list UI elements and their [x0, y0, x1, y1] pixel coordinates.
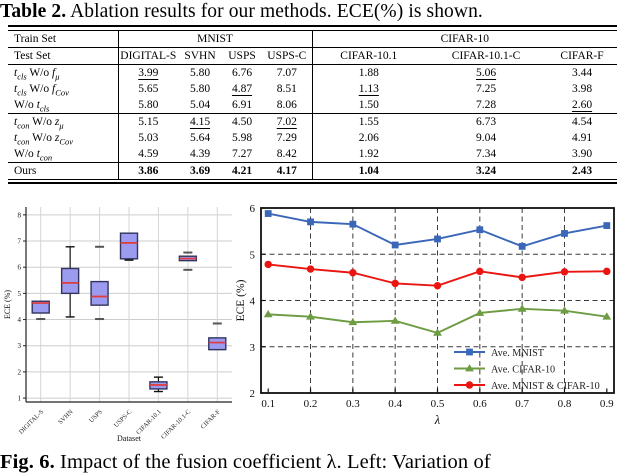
table-cell: 3.99: [118, 64, 178, 81]
table-cell: CIFAR-10.1: [312, 47, 425, 64]
table-cell: $t_{con}$ W/o $z_{Cov}$: [14, 131, 74, 146]
table-cell: 2.43: [571, 164, 593, 177]
svg-text:Ave. CIFAR-10: Ave. CIFAR-10: [491, 364, 556, 376]
svg-text:6: 6: [249, 203, 255, 215]
table-cell: $t_{cls}$ W/o $f_{Cov}$: [14, 82, 69, 97]
table-cell: 1.88: [312, 64, 425, 81]
svg-text:6: 6: [17, 263, 21, 272]
table-cell: 5.80: [189, 66, 211, 79]
table-cell: 5.64: [189, 131, 211, 144]
svg-text:0.6: 0.6: [472, 398, 487, 410]
table-cell: SVHN: [178, 47, 222, 64]
svg-text:4: 4: [17, 316, 21, 325]
table-cell: 6.91: [222, 97, 262, 114]
legend-entry: [454, 364, 555, 375]
table-row: [8, 146, 617, 163]
table-cell: 8.06: [262, 97, 312, 114]
table-cell: 4.39: [178, 146, 222, 163]
table-row: [8, 130, 617, 146]
svg-text:0.4: 0.4: [388, 398, 403, 410]
table-cell: 7.25: [475, 82, 497, 95]
table-cell: 5.15: [118, 113, 178, 130]
train-set-row: [8, 31, 617, 48]
svg-text:USPS: USPS: [88, 408, 104, 425]
figure-caption: [0, 451, 640, 474]
table-row: [8, 81, 617, 97]
line-chart-x-axis-title: λ: [434, 413, 441, 427]
legend-entry: [454, 348, 545, 359]
table-cell: 7.02: [276, 115, 297, 128]
svg-text:5: 5: [249, 249, 255, 262]
legend: [454, 348, 600, 392]
table-cell: MNIST: [118, 31, 312, 48]
line-chart-y-axis-title: ECE (%): [235, 279, 247, 322]
legend-entry: [454, 381, 600, 392]
table-cell: 4.50: [231, 115, 253, 128]
table-cell: 1.13: [312, 81, 425, 97]
boxplot-y-axis-title: ECE (%): [3, 289, 12, 320]
table-row: [8, 97, 617, 114]
ablation-table: [8, 31, 617, 179]
svg-text:3: 3: [17, 342, 21, 351]
table-cell: 7.34: [425, 146, 547, 163]
table-cell: 3.24: [475, 164, 497, 177]
svg-text:0.3: 0.3: [345, 398, 360, 410]
table-cell: 5.80: [118, 97, 178, 114]
table-cell: 5.04: [178, 97, 222, 114]
table-cell: $t_{cls}$ W/o $f_\mu$: [14, 66, 60, 81]
svg-text:4: 4: [249, 295, 255, 308]
table-cell: 4.59: [118, 146, 178, 163]
figure-caption-label: Fig. 6.: [0, 451, 55, 473]
table-bottom-double-rule: [8, 179, 617, 185]
table-cell: 4.17: [276, 164, 297, 177]
table-cell: 1.04: [312, 162, 425, 179]
table-cell: CIFAR-F: [547, 47, 617, 64]
table-cell: Test Set: [8, 47, 118, 64]
table-cell: 4.54: [571, 115, 593, 128]
table-cell: 6.73: [475, 115, 497, 128]
svg-text:0.5: 0.5: [430, 398, 445, 410]
table-cell: 1.55: [312, 113, 425, 130]
table-caption: [0, 1, 640, 23]
table-cell: 8.42: [262, 146, 312, 163]
boxplot-figure: [2, 193, 237, 445]
table-cell: 2.60: [547, 97, 617, 114]
table-cell: 4.91: [571, 131, 593, 144]
table-cell: 5.98: [231, 131, 253, 144]
table-cell: 1.92: [312, 146, 425, 163]
table-cell: 4.21: [231, 164, 253, 177]
table-cell: 7.27: [222, 146, 262, 163]
svg-text:0.2: 0.2: [303, 398, 318, 410]
table-cell: 3.86: [118, 162, 178, 179]
table-cell: 4.15: [189, 115, 211, 128]
box-CIFAR-10.1: [150, 377, 167, 391]
box-USPS-C: [121, 233, 138, 260]
svg-text:USPS-C: USPS-C: [112, 408, 134, 430]
svg-text:0.7: 0.7: [515, 398, 530, 410]
table-cell: Ours: [14, 164, 37, 177]
box-SVHN: [62, 247, 79, 317]
table-cell: CIFAR-10: [312, 31, 617, 48]
svg-text:2: 2: [17, 368, 21, 377]
figure-caption-text: Impact of the fusion coefficient λ. Left: Variation of: [54, 451, 491, 473]
line-chart-figure: [235, 195, 640, 445]
series-ave-mnist-cifar-10: [264, 261, 610, 290]
svg-text:7: 7: [17, 237, 21, 246]
svg-text:8: 8: [17, 211, 21, 220]
table-cell: 3.90: [547, 146, 617, 163]
table-cell: USPS: [222, 47, 262, 64]
svg-text:CIFAR-F: CIFAR-F: [199, 408, 222, 431]
svg-text:3: 3: [249, 341, 255, 354]
table-cell: 3.44: [571, 66, 593, 79]
table-cell: 1.50: [312, 97, 425, 114]
table-row: [8, 64, 617, 81]
table-cell: 7.28: [425, 97, 547, 114]
table-cell: CIFAR-10.1-C: [425, 47, 547, 64]
svg-text:SVHN: SVHN: [57, 408, 75, 426]
table-row: [8, 113, 617, 130]
svg-text:DIGITAL-S: DIGITAL-S: [17, 408, 46, 436]
table-cell: W/o $t_{cls}$: [8, 97, 118, 114]
svg-text:Ave. MNIST & CIFAR-10: Ave. MNIST & CIFAR-10: [491, 380, 600, 392]
table-cell: 7.07: [276, 66, 297, 79]
svg-text:5: 5: [17, 289, 21, 298]
table-cell: USPS-C: [262, 47, 312, 64]
svg-text:0.8: 0.8: [557, 398, 572, 410]
table-cell: 3.69: [189, 164, 211, 177]
table-cell: 8.51: [276, 82, 297, 95]
table-cell: 4.87: [231, 82, 253, 95]
table-cell: 7.29: [276, 131, 297, 144]
table-cell: 6.76: [231, 66, 253, 79]
table-caption-text: Ablation results for our methods. ECE(%) is shown.: [66, 1, 483, 22]
table-cell: 5.06: [475, 66, 497, 79]
table-cell: 2.06: [312, 130, 425, 146]
svg-text:Ave. MNIST: Ave. MNIST: [491, 347, 545, 359]
table-cell: Train Set: [8, 31, 118, 48]
ablation-table-block: [8, 25, 617, 184]
table-cell: 9.04: [475, 131, 497, 144]
table-cell: DIGITAL-S: [118, 47, 178, 64]
test-set-row: [8, 47, 617, 64]
svg-text:1: 1: [17, 394, 21, 403]
table-cell: 5.03: [118, 130, 178, 146]
boxplot-x-axis-title: Dataset: [117, 434, 141, 443]
svg-text:0.9: 0.9: [599, 398, 614, 410]
table-cell: 5.65: [118, 81, 178, 97]
svg-text:0.1: 0.1: [261, 398, 276, 410]
table-cell: $t_{con}$ W/o $z_\mu$: [14, 115, 64, 130]
svg-text:CIFAR-10.1-C: CIFAR-10.1-C: [159, 408, 193, 441]
table-cell: 5.80: [189, 82, 211, 95]
table-cell: 3.98: [571, 82, 593, 95]
table-row: [8, 162, 617, 179]
table-caption-label: Table 2.: [0, 1, 67, 22]
svg-text:2: 2: [249, 388, 255, 400]
table-cell: W/o $t_{con}$: [8, 146, 118, 163]
svg-text:CIFAR-10.1: CIFAR-10.1: [135, 408, 163, 437]
